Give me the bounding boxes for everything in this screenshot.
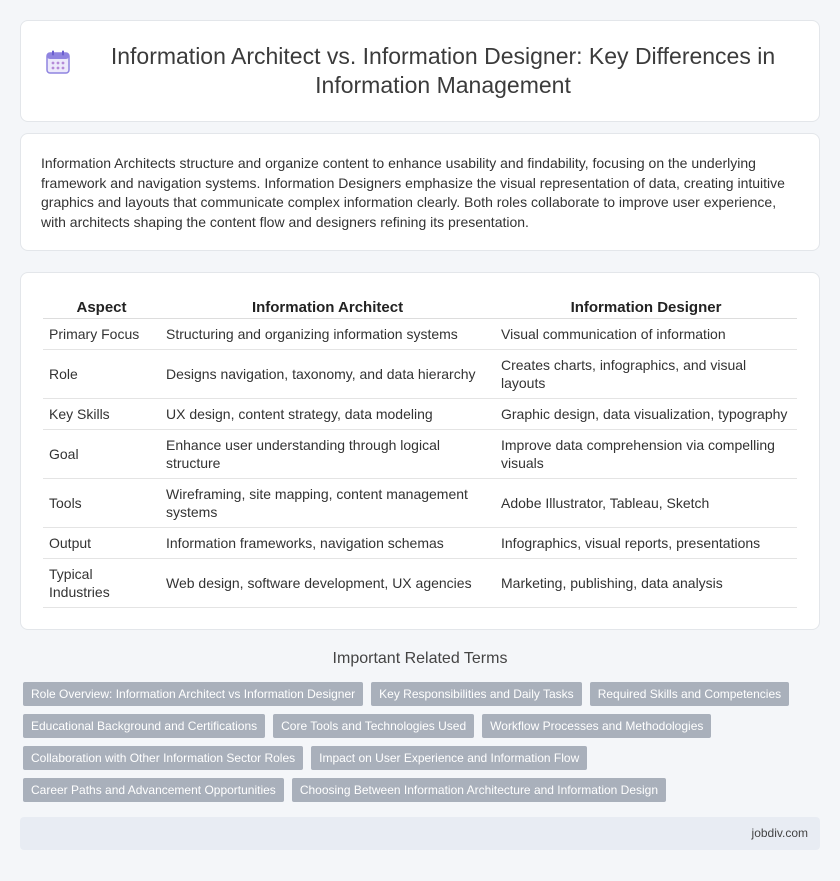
related-terms-list	[23, 682, 823, 802]
table-row	[43, 528, 797, 559]
table-cell: Designs navigation, taxonomy, and data hierarchy	[160, 350, 495, 399]
intro-text: Information Architects structure and organize content to enhance usability and findability, focusing on the underlying framework and navigation systems. Information Designers emphasize the visual representation of data, creating intuitive graphics and layouts that communicate complex information clearly. Both roles collaborate to improve user experience, with architects shaping the content flow and designers refining its presentation.	[41, 155, 785, 230]
table-cell: Tools	[43, 479, 160, 528]
table-row	[43, 430, 797, 479]
table-cell: Marketing, publishing, data analysis	[495, 559, 797, 608]
related-term-tag[interactable]: Collaboration with Other Information Sector Roles	[23, 746, 303, 770]
table-cell: Structuring and organizing information systems	[160, 319, 495, 350]
table-row	[43, 479, 797, 528]
table-cell: UX design, content strategy, data modeling	[160, 399, 495, 430]
footer-site-link[interactable]: jobdiv.com	[751, 826, 808, 840]
table-row	[43, 559, 797, 608]
related-term-tag[interactable]: Required Skills and Competencies	[590, 682, 789, 706]
footer	[20, 817, 820, 850]
table-cell: Adobe Illustrator, Tableau, Sketch	[495, 479, 797, 528]
related-terms-title: Important Related Terms	[332, 650, 508, 667]
table-cell: Creates charts, infographics, and visual layouts	[495, 350, 797, 399]
page-title: Information Architect vs. Information Designer: Key Differences in Information Management	[110, 43, 776, 98]
table-row	[43, 319, 797, 350]
table-cell: Role	[43, 350, 160, 399]
table-cell: Improve data comprehension via compelling visuals	[495, 430, 797, 479]
table-cell: Goal	[43, 430, 160, 479]
comparison-table	[43, 295, 797, 608]
header-card	[20, 20, 820, 122]
related-term-tag[interactable]: Core Tools and Technologies Used	[273, 714, 474, 738]
comparison-table-card	[20, 272, 820, 630]
table-cell: Primary Focus	[43, 319, 160, 350]
table-cell: Enhance user understanding through logical structure	[160, 430, 495, 479]
column-header-architect: Information Architect	[160, 295, 495, 319]
table-row	[43, 350, 797, 399]
column-header-designer: Information Designer	[495, 295, 797, 319]
table-row	[43, 399, 797, 430]
intro-card	[20, 133, 820, 251]
related-term-tag[interactable]: Role Overview: Information Architect vs Information Designer	[23, 682, 363, 706]
column-header-aspect: Aspect	[43, 295, 160, 319]
table-cell: Key Skills	[43, 399, 160, 430]
table-cell: Graphic design, data visualization, typography	[495, 399, 797, 430]
related-term-tag[interactable]: Impact on User Experience and Information Flow	[311, 746, 587, 770]
related-term-tag[interactable]: Choosing Between Information Architecture and Information Design	[292, 778, 666, 802]
table-cell: Information frameworks, navigation schemas	[160, 528, 495, 559]
table-cell: Visual communication of information	[495, 319, 797, 350]
table-cell: Output	[43, 528, 160, 559]
table-cell: Infographics, visual reports, presentations	[495, 528, 797, 559]
related-term-tag[interactable]: Key Responsibilities and Daily Tasks	[371, 682, 582, 706]
table-cell: Web design, software development, UX agencies	[160, 559, 495, 608]
table-cell: Typical Industries	[43, 559, 160, 608]
table-cell: Wireframing, site mapping, content management systems	[160, 479, 495, 528]
related-term-tag[interactable]: Educational Background and Certifications	[23, 714, 265, 738]
related-term-tag[interactable]: Career Paths and Advancement Opportunities	[23, 778, 284, 802]
related-term-tag[interactable]: Workflow Processes and Methodologies	[482, 714, 711, 738]
table-header-row	[43, 295, 797, 319]
calendar-icon	[45, 62, 91, 80]
